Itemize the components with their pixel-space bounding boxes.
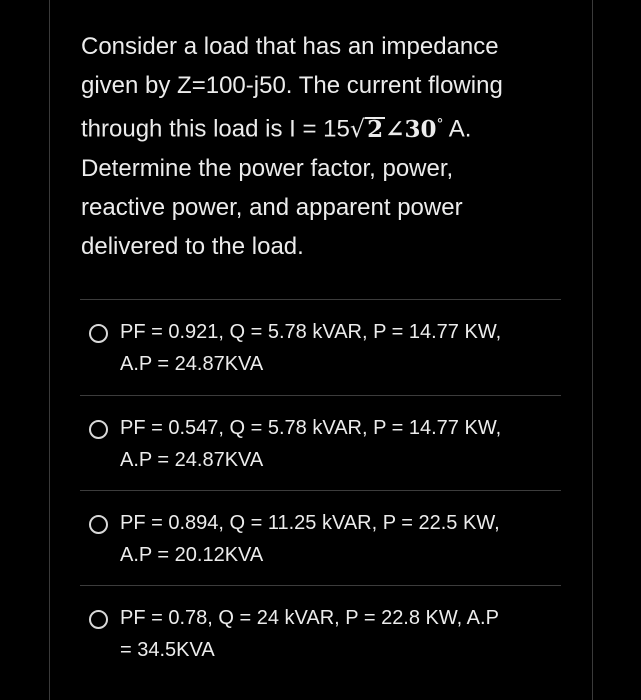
option-label (120, 602, 560, 666)
question-line: delivered to the load. (81, 232, 304, 260)
current-expression (350, 116, 444, 143)
sqrt-sign: √ (349, 114, 366, 143)
question-line-text: A. (443, 115, 472, 143)
option-label (120, 316, 560, 380)
answer-option-3[interactable] (80, 491, 561, 585)
question-line: reactive power, and apparent power (81, 193, 463, 221)
radio-button[interactable] (89, 324, 108, 343)
answer-option-2[interactable] (80, 396, 561, 490)
option-label-line: PF = 0.894, Q = 11.25 kVAR, P = 22.5 KW, (120, 512, 500, 534)
option-label-line: A.P = 20.12KVA (120, 544, 264, 566)
question-text (81, 27, 561, 266)
angle-symbol: ∠ (385, 115, 405, 143)
option-label-line: A.P = 24.87KVA (120, 449, 264, 471)
question-line: Consider a load that has an impedance (81, 33, 499, 60)
question-line-text: through this load is I = 15 (81, 115, 350, 143)
option-label-line: PF = 0.921, Q = 5.78 kVAR, P = 14.77 KW, (120, 321, 502, 343)
angle-value: 30 (404, 115, 437, 143)
degree-symbol: ° (436, 116, 444, 132)
option-label (120, 412, 560, 476)
option-label-line: A.P = 24.87KVA (120, 353, 264, 375)
question-line: Determine the power factor, power, (81, 154, 454, 182)
answer-option-1[interactable] (80, 300, 561, 394)
radio-button[interactable] (89, 610, 108, 629)
option-label-line: PF = 0.547, Q = 5.78 kVAR, P = 14.77 KW, (120, 417, 502, 439)
radio-button[interactable] (89, 420, 108, 439)
question-line (81, 105, 561, 149)
option-label-line: PF = 0.78, Q = 24 kVAR, P = 22.8 KW, A.P (120, 607, 499, 629)
sqrt-radicand: 2 (367, 115, 384, 143)
answer-option-4[interactable] (80, 586, 561, 680)
question-line: given by Z=100-j50. The current flowing (81, 72, 503, 99)
option-label-line: = 34.5KVA (120, 639, 215, 661)
sqrt-expression (350, 110, 385, 149)
radio-button[interactable] (89, 515, 108, 534)
option-label (120, 507, 560, 571)
